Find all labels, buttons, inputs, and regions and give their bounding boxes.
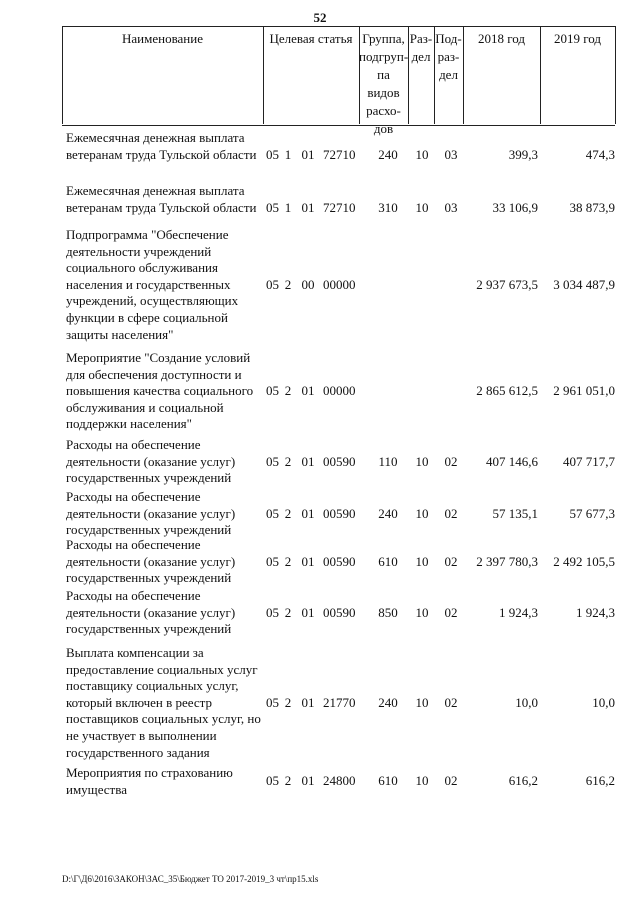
direction-code: 00590 — [323, 553, 356, 569]
expense-group: 110 — [378, 453, 398, 469]
direction-code: 00590 — [323, 604, 356, 620]
row-name — [66, 645, 266, 761]
table-row — [62, 765, 615, 798]
amount-2018: 10,0 — [515, 694, 538, 710]
row-name-line: поставщику социальных услуг, — [66, 678, 239, 694]
header-name — [62, 27, 263, 125]
amount-2018: 1 924,3 — [499, 604, 538, 620]
direction-code: 00000 — [323, 276, 356, 292]
amount-2019: 57 677,3 — [569, 505, 615, 521]
header-group-line: видов — [367, 85, 400, 100]
main-event-code: 01 — [301, 505, 315, 521]
expense-group: 610 — [378, 773, 398, 789]
row-name-line: Выплата компенсации за — [66, 645, 204, 660]
main-event-code: 01 — [301, 604, 315, 620]
subprogram-code: 2 — [284, 773, 292, 789]
subprogram-code: 1 — [284, 146, 292, 162]
row-name-line: Расходы на обеспечение — [66, 588, 201, 603]
header-year-2018-label: 2018 год — [478, 31, 525, 46]
amount-2018: 407 146,6 — [486, 453, 538, 469]
amount-2018: 2 937 673,5 — [476, 276, 538, 292]
program-code: 05 — [266, 146, 279, 162]
subprogram-code: 2 — [284, 553, 292, 569]
subprogram-code: 1 — [284, 199, 292, 215]
direction-code: 00590 — [323, 505, 356, 521]
row-name-line: Мероприятия по страхованию — [66, 765, 233, 780]
header-subsection-line: раз- — [437, 49, 460, 64]
header-subsection — [434, 27, 463, 125]
row-name-line: деятельности (оказание услуг) — [66, 604, 236, 620]
page-number: 52 — [313, 10, 327, 25]
main-event-code: 01 — [301, 453, 315, 469]
subprogram-code: 2 — [284, 383, 292, 399]
section-code: 10 — [415, 146, 429, 162]
header-divider — [463, 26, 464, 124]
subsection-code: 02 — [444, 694, 458, 710]
header-section — [408, 27, 434, 125]
amount-2019: 1 924,3 — [576, 604, 615, 620]
file-path-footer: D:\Г\Д6\2016\ЗАКОН\ЗАС_35\Бюджет ТО 2017-2019_3 чт\пр15.xls — [62, 874, 319, 884]
row-name-line: не участвует в выполнении — [66, 727, 217, 743]
table-row — [62, 437, 615, 487]
header-divider — [263, 26, 264, 124]
row-name-line: деятельности (оказание услуг) — [66, 505, 236, 521]
amount-2019: 2 961 051,0 — [553, 383, 615, 399]
main-event-code: 01 — [301, 553, 315, 569]
subprogram-code: 2 — [284, 604, 292, 620]
header-divider — [540, 26, 541, 124]
subsection-code: 02 — [444, 604, 458, 620]
row-name-line: Расходы на обеспечение — [66, 437, 201, 452]
subsection-code: 03 — [444, 146, 458, 162]
row-name-line: государственных учреждений — [66, 522, 232, 538]
subsection-code: 03 — [444, 199, 458, 215]
row-name — [66, 537, 266, 587]
header-group-line: расхо- — [366, 103, 401, 118]
row-name-line: поддержки населения" — [66, 416, 192, 432]
row-name-line: Ежемесячная денежная выплата — [66, 130, 245, 145]
main-event-code: 01 — [301, 773, 315, 789]
amount-2018: 33 106,9 — [492, 199, 538, 215]
header-year-2018 — [463, 27, 540, 125]
row-name-line: ветеранам труда Тульской области — [66, 146, 257, 162]
program-code: 05 — [266, 773, 279, 789]
subsection-code: 02 — [444, 773, 458, 789]
program-code: 05 — [266, 553, 279, 569]
main-event-code: 01 — [301, 146, 315, 162]
amount-2018: 616,2 — [508, 773, 538, 789]
row-name-line: государственных учреждений — [66, 570, 232, 586]
direction-code: 72710 — [323, 146, 356, 162]
table-header — [62, 26, 615, 136]
subprogram-code: 2 — [284, 505, 292, 521]
program-code: 05 — [266, 199, 279, 215]
header-section-line: Раз- — [409, 31, 433, 46]
amount-2018: 399,3 — [508, 146, 538, 162]
row-name-line: государственных учреждений — [66, 621, 232, 637]
expense-group: 240 — [378, 146, 398, 162]
header-group-line: подгруп- — [359, 49, 409, 64]
row-name-line: имущества — [66, 781, 127, 797]
row-name-line: Расходы на обеспечение — [66, 489, 201, 504]
header-divider — [434, 26, 435, 124]
header-year-2019 — [540, 27, 615, 125]
direction-code: 21770 — [323, 694, 356, 710]
table-row — [62, 489, 615, 539]
program-code: 05 — [266, 276, 279, 292]
row-name-line: защиты населения" — [66, 326, 174, 342]
section-code: 10 — [415, 604, 429, 620]
row-name — [66, 350, 266, 433]
amount-2018: 2 397 780,3 — [476, 553, 538, 569]
expense-group: 850 — [378, 604, 398, 620]
direction-code: 24800 — [323, 773, 356, 789]
amount-2019: 407 717,7 — [563, 453, 615, 469]
amount-2019: 2 492 105,5 — [553, 553, 615, 569]
program-code: 05 — [266, 453, 279, 469]
row-name-line: населения и государственных — [66, 276, 231, 292]
main-event-code: 00 — [301, 276, 315, 292]
header-group — [359, 27, 409, 136]
row-name-line: Расходы на обеспечение — [66, 537, 201, 552]
amount-2019: 3 034 487,9 — [553, 276, 615, 292]
amount-2018: 57 135,1 — [492, 505, 538, 521]
expense-group: 310 — [378, 199, 398, 215]
header-year-2019-label: 2019 год — [554, 31, 601, 46]
header-subsection-line: дел — [439, 67, 458, 82]
program-code: 05 — [266, 383, 279, 399]
amount-2019: 10,0 — [592, 694, 615, 710]
table-row — [62, 183, 615, 216]
direction-code: 00000 — [323, 383, 356, 399]
program-code: 05 — [266, 604, 279, 620]
row-name — [66, 588, 266, 638]
subsection-code: 02 — [444, 553, 458, 569]
direction-code: 72710 — [323, 199, 356, 215]
subsection-code: 02 — [444, 453, 458, 469]
header-subsection-line: Под- — [435, 31, 462, 46]
row-name — [66, 183, 266, 216]
row-name-line: учреждений, осуществляющих — [66, 293, 239, 309]
header-section-line: дел — [411, 49, 431, 64]
row-name-line: повышения качества социального — [66, 383, 254, 399]
subsection-code: 02 — [444, 505, 458, 521]
table-row — [62, 588, 615, 638]
table-row — [62, 130, 615, 163]
amount-2018: 2 865 612,5 — [476, 383, 538, 399]
section-code: 10 — [415, 199, 429, 215]
section-code: 10 — [415, 694, 429, 710]
row-name-line: Подпрограмма "Обеспечение — [66, 227, 229, 242]
header-group-line: Группа, — [362, 31, 405, 46]
row-name-line: социального обслуживания — [66, 260, 218, 276]
row-name — [66, 227, 266, 343]
main-event-code: 01 — [301, 383, 315, 399]
header-divider — [62, 26, 63, 124]
header-divider — [408, 26, 409, 124]
table-row — [62, 227, 615, 343]
row-name — [66, 489, 266, 539]
row-name-line: Мероприятие "Создание условий — [66, 350, 251, 365]
row-name-line: для обеспечения доступности и — [66, 366, 242, 382]
amount-2019: 38 873,9 — [569, 199, 615, 215]
expense-group: 240 — [378, 505, 398, 521]
row-name — [66, 765, 266, 798]
section-code: 10 — [415, 773, 429, 789]
header-target-article-label: Целевая статья — [269, 31, 353, 46]
row-name-line: функции в сфере социальной — [66, 309, 228, 325]
amount-2019: 616,2 — [585, 773, 615, 789]
row-name-line: который включен в реестр — [66, 694, 212, 710]
section-code: 10 — [415, 505, 429, 521]
row-name-line: деятельности (оказание услуг) — [66, 553, 236, 569]
subprogram-code: 2 — [284, 694, 292, 710]
row-name-line: предоставление социальных услуг — [66, 661, 258, 677]
table-row — [62, 645, 615, 761]
expense-group: 610 — [378, 553, 398, 569]
amount-2019: 474,3 — [585, 146, 615, 162]
row-name-line: ветеранам труда Тульской области — [66, 199, 257, 215]
header-group-line: па — [377, 67, 390, 82]
row-name-line: государственного задания — [66, 744, 210, 760]
header-target-article — [263, 27, 359, 125]
header-divider — [359, 26, 360, 124]
header-name-label: Наименование — [122, 31, 203, 46]
subprogram-code: 2 — [284, 453, 292, 469]
row-name-line: Ежемесячная денежная выплата — [66, 183, 245, 198]
row-name-line: деятельности учреждений — [66, 243, 212, 259]
expense-group: 240 — [378, 694, 398, 710]
section-code: 10 — [415, 453, 429, 469]
table-row — [62, 350, 615, 433]
header-group-line: дов — [373, 121, 394, 136]
program-code: 05 — [266, 694, 279, 710]
subprogram-code: 2 — [284, 276, 292, 292]
direction-code: 00590 — [323, 453, 356, 469]
row-name-line: деятельности (оказание услуг) — [66, 453, 236, 469]
row-name — [66, 437, 266, 487]
row-name-line: обслуживания и социальной — [66, 399, 224, 415]
main-event-code: 01 — [301, 694, 315, 710]
program-code: 05 — [266, 505, 279, 521]
row-name — [66, 130, 266, 163]
row-name-line: государственных учреждений — [66, 470, 232, 486]
row-name-line: поставщиков социальных услуг, но — [66, 711, 261, 727]
header-divider — [615, 26, 616, 124]
section-code: 10 — [415, 553, 429, 569]
table-row — [62, 537, 615, 587]
main-event-code: 01 — [301, 199, 315, 215]
